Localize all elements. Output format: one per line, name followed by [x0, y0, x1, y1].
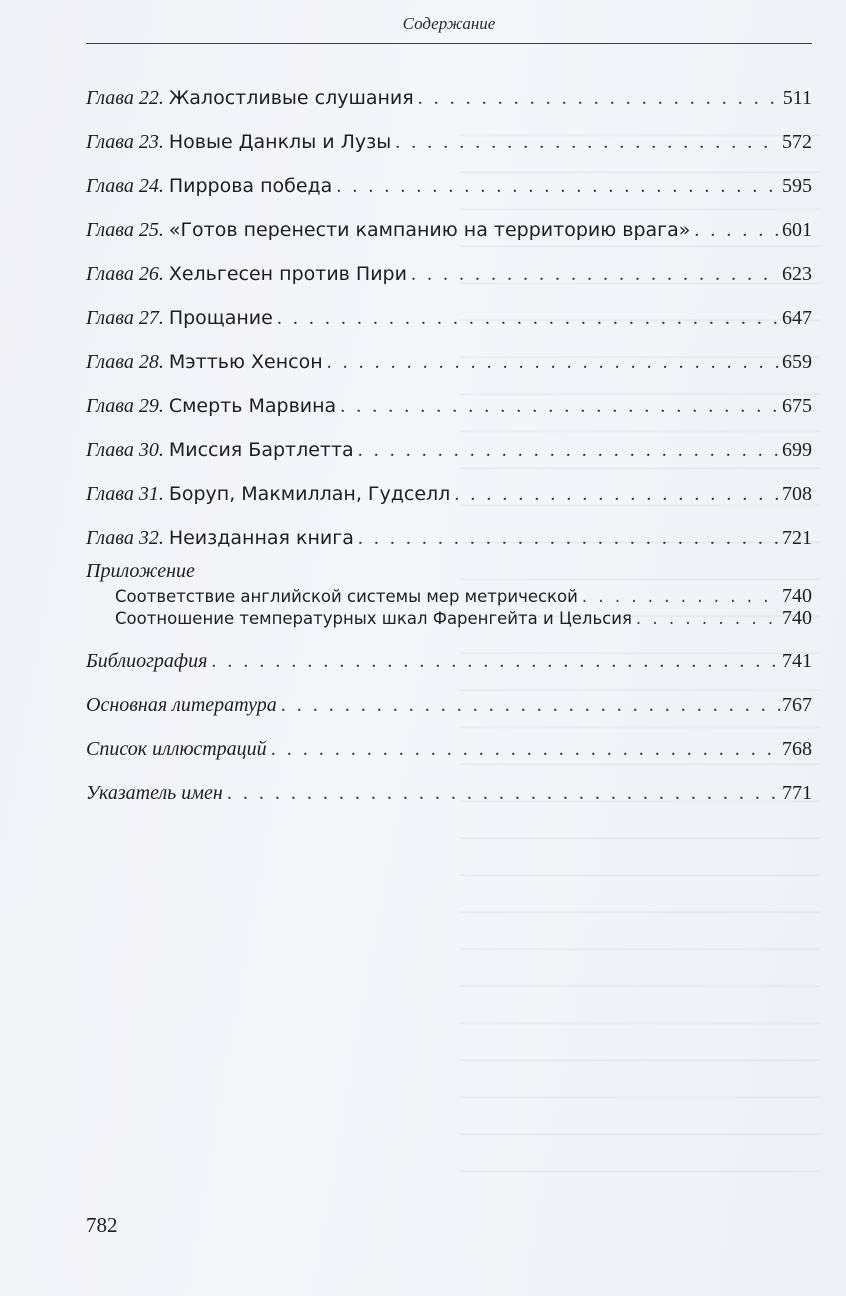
- running-header: Содержание: [402, 14, 496, 33]
- header-rule: [86, 43, 812, 44]
- dot-leader: [411, 262, 780, 286]
- appendix-title: Соотношение температурных шкал Фаренгейта и Цельсия: [115, 609, 632, 628]
- chapter-number: Глава 29.: [86, 395, 164, 417]
- entry-label: [86, 306, 273, 330]
- back-matter-title: Указатель имен: [86, 782, 223, 804]
- dot-leader: [281, 693, 780, 717]
- back-matter-title: Список иллюстраций: [86, 738, 267, 760]
- dot-leader: [340, 394, 780, 418]
- page-ref: 767: [782, 694, 812, 716]
- toc-entry-chapter: [86, 218, 812, 242]
- chapter-title: Хельгесен против Пири: [168, 263, 407, 285]
- toc-entry-chapter: [86, 174, 812, 198]
- chapter-number: Глава 25.: [86, 219, 164, 241]
- back-matter-title: Основная литература: [86, 694, 277, 716]
- appendix-title: Соответствие английской системы мер метрической: [115, 587, 578, 606]
- entry-label: [86, 130, 391, 154]
- table-of-contents: [86, 86, 812, 805]
- dot-leader: [327, 350, 780, 374]
- appendix-label: Приложение: [86, 560, 195, 582]
- toc-entry-appendix: [86, 607, 812, 629]
- entry-label: [86, 438, 354, 462]
- dot-leader: [582, 586, 780, 608]
- entry-label: [86, 350, 323, 374]
- dot-leader: [277, 306, 780, 330]
- dot-leader: [336, 174, 780, 198]
- page-ref: 771: [782, 782, 812, 804]
- chapter-title: Боруп, Макмиллан, Гудселл: [168, 483, 451, 505]
- page-ref: 659: [782, 351, 812, 373]
- back-matter-title: Библиография: [86, 650, 208, 672]
- toc-entry-chapter: [86, 86, 812, 110]
- toc-entry-appendix: [86, 585, 812, 607]
- toc-entry-back-matter: [86, 693, 812, 717]
- chapter-title: Прощание: [168, 307, 273, 329]
- dot-leader: [636, 608, 780, 630]
- toc-entry-chapter: [86, 262, 812, 286]
- toc-entry-chapter: [86, 526, 812, 550]
- page-ref: 768: [782, 738, 812, 760]
- page-ref: 740: [782, 585, 812, 607]
- page-ref: 708: [782, 483, 812, 505]
- entry-label: [86, 218, 690, 242]
- back-matter-list: [86, 649, 812, 805]
- toc-entry-back-matter: [86, 737, 812, 761]
- page-ref: 675: [782, 395, 812, 417]
- chapter-number: Глава 27.: [86, 307, 164, 329]
- page-ref: 572: [782, 131, 812, 153]
- chapter-title: Пиррова победа: [168, 175, 333, 197]
- appendix-list: [86, 585, 812, 629]
- page-ref: 623: [782, 263, 812, 285]
- chapter-number: Глава 22.: [86, 87, 164, 109]
- page-ref: 740: [782, 607, 812, 629]
- chapter-number: Глава 23.: [86, 131, 164, 153]
- dot-leader: [227, 781, 780, 805]
- dot-leader: [271, 737, 780, 761]
- entry-label: [86, 86, 414, 110]
- chapter-number: Глава 30.: [86, 439, 164, 461]
- chapter-list: [86, 86, 812, 550]
- dot-leader: [211, 649, 780, 673]
- chapter-title: «Готов перенести кампанию на территорию врага»: [168, 219, 691, 241]
- toc-entry-back-matter: [86, 649, 812, 673]
- chapter-title: Смерть Марвина: [168, 395, 337, 417]
- page-number: 782: [86, 1213, 118, 1237]
- chapter-number: Глава 26.: [86, 263, 164, 285]
- toc-entry-chapter: [86, 306, 812, 330]
- toc-entry-chapter: [86, 130, 812, 154]
- page-ref: 699: [782, 439, 812, 461]
- toc-entry-chapter: [86, 482, 812, 506]
- entry-label: [86, 394, 336, 418]
- chapter-title: Новые Данклы и Лузы: [168, 131, 392, 153]
- page-ref: 647: [782, 307, 812, 329]
- chapter-number: Глава 28.: [86, 351, 164, 373]
- toc-entry-chapter: [86, 350, 812, 374]
- toc-entry-back-matter: [86, 781, 812, 805]
- toc-entry-chapter: [86, 394, 812, 418]
- toc-entry-chapter: [86, 438, 812, 462]
- chapter-number: Глава 31.: [86, 483, 164, 505]
- chapter-number: Глава 32.: [86, 527, 164, 549]
- entry-label: [86, 262, 407, 286]
- dot-leader: [358, 526, 780, 550]
- entry-label: [86, 526, 354, 550]
- page-ref: 721: [782, 527, 812, 549]
- dot-leader: [454, 482, 780, 506]
- page-ref: 511: [782, 87, 812, 109]
- page-ref: 601: [782, 219, 812, 241]
- page-ref: 741: [782, 650, 812, 672]
- dot-leader: [694, 218, 780, 242]
- dot-leader: [418, 86, 781, 110]
- chapter-title: Мэттью Хенсон: [168, 351, 323, 373]
- dot-leader: [358, 438, 780, 462]
- chapter-number: Глава 24.: [86, 175, 164, 197]
- page-ref: 595: [782, 175, 812, 197]
- dot-leader: [395, 130, 780, 154]
- entry-label: [86, 174, 332, 198]
- chapter-title: Миссия Бартлетта: [168, 439, 354, 461]
- chapter-title: Жалостливые слушания: [168, 87, 414, 109]
- entry-label: [86, 482, 450, 506]
- chapter-title: Неизданная книга: [168, 527, 354, 549]
